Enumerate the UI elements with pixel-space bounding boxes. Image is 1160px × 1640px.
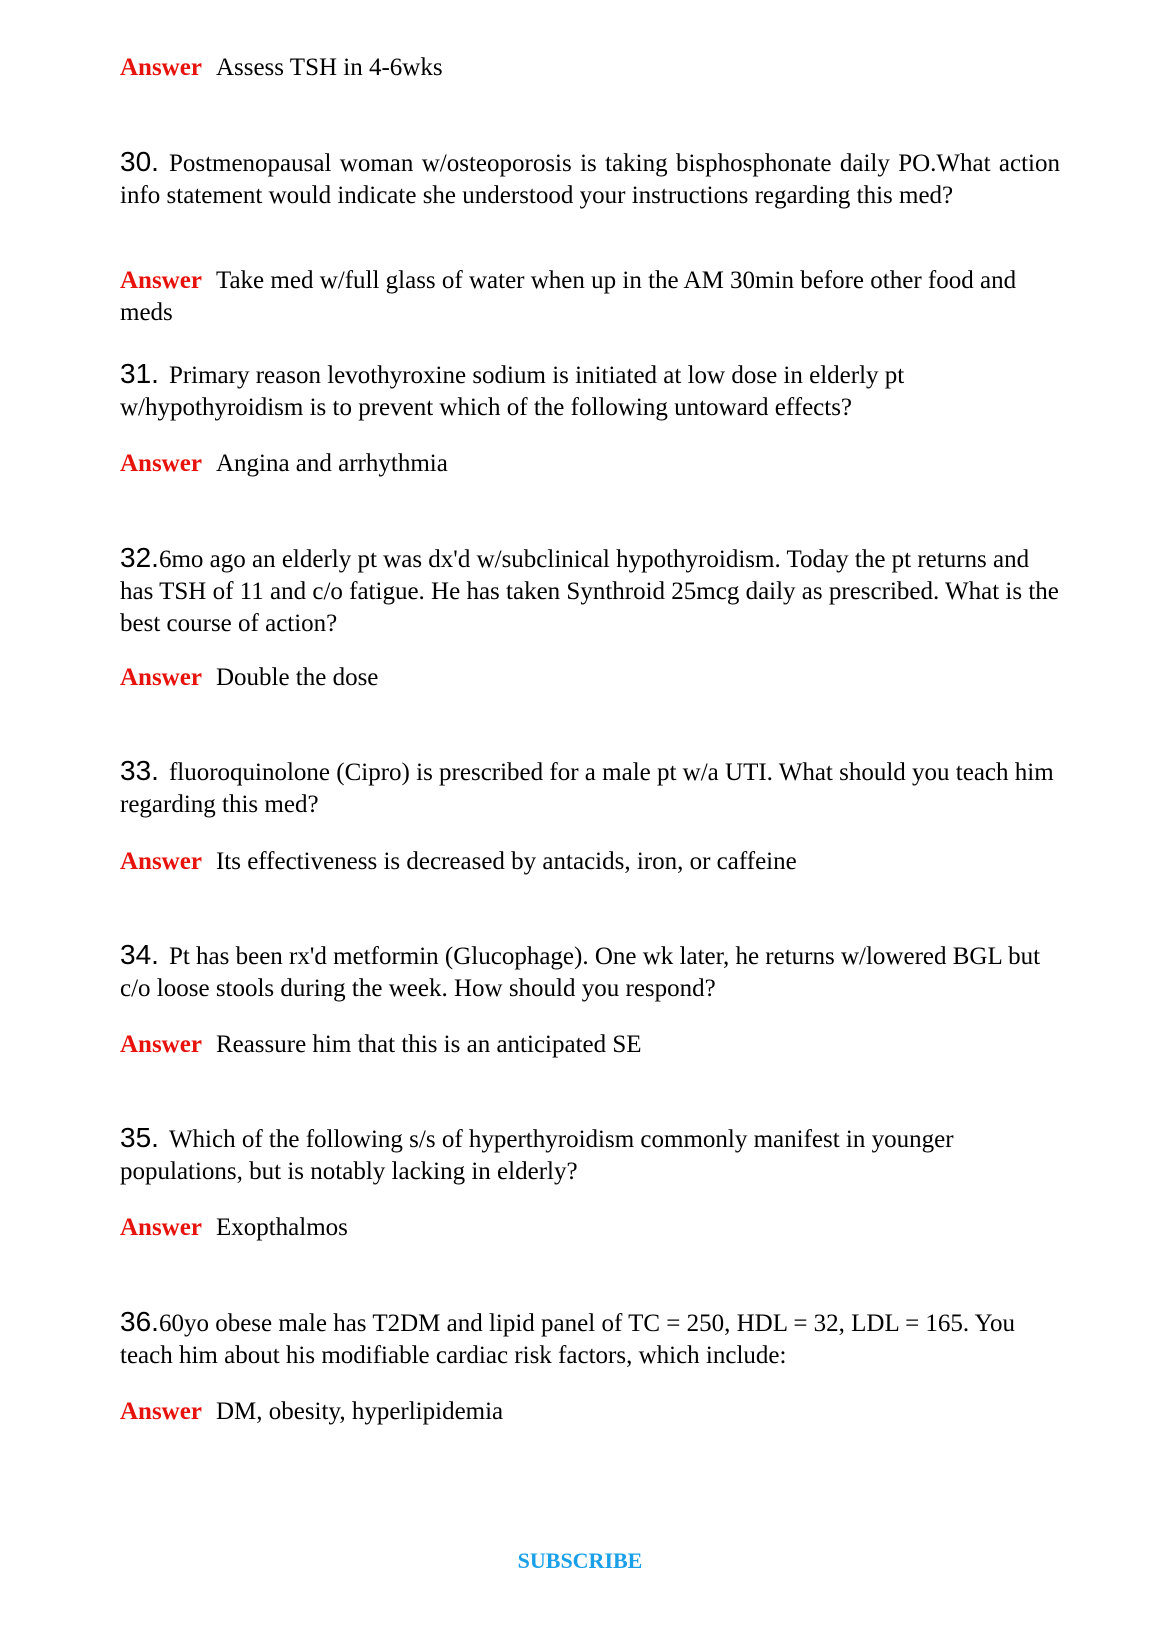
- answer-32: [120, 662, 1060, 694]
- question-text: Postmenopausal woman w/osteoporosis is taking bisphosphonate daily PO.What action info statement would indicate she understood your instructions regarding this med?: [120, 150, 1060, 209]
- question-35: [120, 1122, 1060, 1188]
- answer-text: DM, obesity, hyperlipidemia: [215, 1398, 504, 1425]
- question-34: [120, 939, 1060, 1005]
- question-number: 31.: [120, 358, 159, 389]
- answer-33: [120, 846, 1060, 878]
- answer-text: Exopthalmos: [215, 1214, 348, 1241]
- question-36: [120, 1306, 1060, 1372]
- question-text: Primary reason levothyroxine sodium is initiated at low dose in elderly pt w/hypothyroidism is to prevent which of the following untoward effects?: [120, 362, 905, 421]
- question-31: [120, 358, 1060, 424]
- answer-text: Angina and arrhythmia: [215, 450, 448, 477]
- answer-label: Answer: [120, 1214, 202, 1241]
- answer-36: [120, 1396, 1060, 1428]
- answer-34: [120, 1029, 1060, 1061]
- question-text: Which of the following s/s of hyperthyroidism commonly manifest in younger populations, but is notably lacking in elderly?: [120, 1126, 954, 1185]
- question-number: 30.: [120, 146, 159, 177]
- question-text: 6mo ago an elderly pt was dx'd w/subclinical hypothyroidism. Today the pt returns and has TSH of 11 and c/o fatigue. He has taken Synthroid 25mcg daily as prescribed. What is the best course of action?: [120, 546, 1059, 637]
- question-text: fluoroquinolone (Cipro) is prescribed for a male pt w/a UTI. What should you teach him regarding this med?: [120, 759, 1054, 818]
- question-number: 35.: [120, 1122, 159, 1153]
- answer-text: Double the dose: [215, 664, 379, 691]
- answer-label: Answer: [120, 664, 202, 691]
- answer-label: Answer: [120, 54, 202, 81]
- answer-29: [120, 52, 1060, 84]
- question-number: 32.: [120, 542, 159, 573]
- answer-text: Assess TSH in 4-6wks: [215, 54, 443, 81]
- answer-label: Answer: [120, 848, 202, 875]
- question-number: 36.: [120, 1306, 159, 1337]
- answer-31: [120, 448, 1060, 480]
- question-30: [120, 146, 1060, 212]
- answer-30: [120, 265, 1060, 329]
- answer-35: [120, 1212, 1060, 1244]
- answer-label: Answer: [120, 1398, 202, 1425]
- question-text: 60yo obese male has T2DM and lipid panel of TC = 250, HDL = 32, LDL = 165. You teach him about his modifiable cardiac risk factors, which include:: [120, 1310, 1016, 1369]
- subscribe-link[interactable]: SUBSCRIBE: [517, 1548, 643, 1573]
- question-number: 33.: [120, 755, 159, 786]
- answer-label: Answer: [120, 1031, 202, 1058]
- question-text: Pt has been rx'd metformin (Glucophage). One wk later, he returns w/lowered BGL but c/o loose stools during the week. How should you respond?: [120, 943, 1041, 1002]
- answer-text: Its effectiveness is decreased by antacids, iron, or caffeine: [215, 848, 797, 875]
- answer-label: Answer: [120, 450, 202, 477]
- answer-text: Take med w/full glass of water when up in the AM 30min before other food and meds: [120, 267, 1017, 326]
- question-number: 34.: [120, 939, 159, 970]
- question-33: [120, 755, 1060, 821]
- question-32: [120, 542, 1060, 640]
- answer-label: Answer: [120, 267, 202, 294]
- answer-text: Reassure him that this is an anticipated SE: [215, 1031, 642, 1058]
